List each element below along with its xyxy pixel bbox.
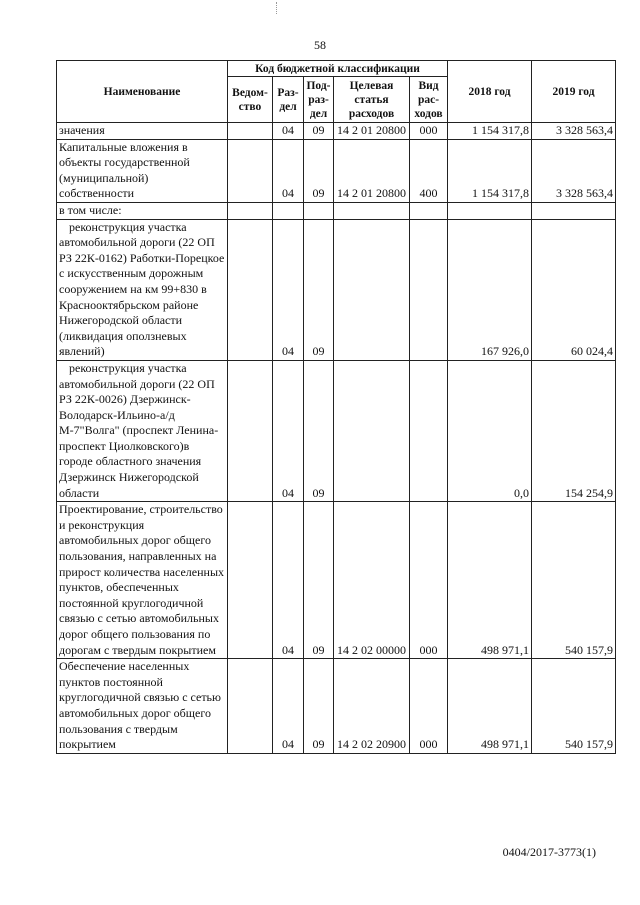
row-subsection: 09 (304, 139, 334, 202)
row-section: 04 (273, 219, 304, 360)
header-exp-type: Вид рас-ходов (410, 77, 448, 123)
row-2019: 540 157,9 (532, 659, 616, 754)
row-target: 14 2 02 20900 (334, 659, 410, 754)
row-2018: 498 971,1 (448, 502, 532, 659)
row-target: 14 2 02 00000 (334, 502, 410, 659)
document-code: 0404/2017-3773(1) (502, 845, 596, 859)
row-dept (228, 659, 273, 754)
row-target: 14 2 01 20800 (334, 139, 410, 202)
table-row (57, 123, 616, 140)
row-name: реконструкция участка автомобильной дороги (22 ОП РЗ 22К-0162) Работки-Порецкое с искусственным дорожным сооружением на км 99+830 в Краснооктябрьском районе Нижегородской области (ликвидация оползневых явлений) (57, 219, 228, 360)
header-dept: Ведом-ство (228, 77, 273, 123)
row-2018: 1 154 317,8 (448, 139, 532, 202)
header-section: Раз-дел (273, 77, 304, 123)
row-section: 04 (273, 502, 304, 659)
table-row (57, 659, 616, 754)
header-target: Целевая статья расходов (334, 77, 410, 123)
row-dept (228, 139, 273, 202)
row-section: 04 (273, 360, 304, 501)
row-target: 14 2 01 20800 (334, 123, 410, 140)
row-2018: 1 154 317,8 (448, 123, 532, 140)
row-2019: 154 254,9 (532, 360, 616, 501)
row-dept (228, 123, 273, 140)
row-name: в том числе: (57, 202, 228, 219)
table-row (57, 502, 616, 659)
row-2019: 3 328 563,4 (532, 139, 616, 202)
row-exp-type (410, 202, 448, 219)
page-number: 58 (314, 38, 326, 52)
row-name: Обеспечение населенных пунктов постоянной круглогодичной связью с сетью автомобильных дорог общего пользования с твердым покрытием (57, 659, 228, 754)
header-subsection: Под-раз-дел (304, 77, 334, 123)
row-2019: 540 157,9 (532, 502, 616, 659)
row-subsection (304, 202, 334, 219)
budget-table (56, 60, 616, 754)
row-2018 (448, 202, 532, 219)
row-exp-type: 400 (410, 139, 448, 202)
table-row (57, 139, 616, 202)
row-2018: 498 971,1 (448, 659, 532, 754)
row-name: Проектирование, строительство и реконструкция автомобильных дорог общего пользования, направленных на прирост количества населенных пунктов, обеспеченных постоянной круглогодичной связью с сетью автомобильных дорог общего пользования по дорогам с твердым покрытием (57, 502, 228, 659)
row-dept (228, 502, 273, 659)
row-exp-type (410, 360, 448, 501)
row-name: реконструкция участка автомобильной дороги (22 ОП РЗ 22К-0026) Дзержинск-Володарск-Ильино-а/д М-7"Волга" (проспект Ленина-проспект Циолковского)в городе областного значения Дзержинск Нижегородской области (57, 360, 228, 501)
row-exp-type: 000 (410, 502, 448, 659)
row-target (334, 360, 410, 501)
header-name: Наименование (57, 61, 228, 123)
row-2019: 60 024,4 (532, 219, 616, 360)
row-exp-type (410, 219, 448, 360)
row-section: 04 (273, 139, 304, 202)
row-section: 04 (273, 659, 304, 754)
row-section (273, 202, 304, 219)
row-dept (228, 202, 273, 219)
row-2019: 3 328 563,4 (532, 123, 616, 140)
row-2019 (532, 202, 616, 219)
row-exp-type: 000 (410, 659, 448, 754)
row-subsection: 09 (304, 123, 334, 140)
row-target (334, 219, 410, 360)
row-dept (228, 360, 273, 501)
row-exp-type: 000 (410, 123, 448, 140)
row-subsection: 09 (304, 360, 334, 501)
table-row (57, 202, 616, 219)
row-subsection: 09 (304, 659, 334, 754)
row-2018: 167 926,0 (448, 219, 532, 360)
row-dept (228, 219, 273, 360)
row-subsection: 09 (304, 219, 334, 360)
header-code-group: Код бюджетной классификации (228, 61, 448, 77)
header-year-2019: 2019 год (532, 61, 616, 123)
row-name: значения (57, 123, 228, 140)
table-row (57, 219, 616, 360)
row-target (334, 202, 410, 219)
row-subsection: 09 (304, 502, 334, 659)
header-year-2018: 2018 год (448, 61, 532, 123)
row-section: 04 (273, 123, 304, 140)
table-row (57, 360, 616, 501)
row-2018: 0,0 (448, 360, 532, 501)
row-name: Капитальные вложения в объекты государственной (муниципальной) собственности (57, 139, 228, 202)
scan-mark (276, 2, 278, 14)
